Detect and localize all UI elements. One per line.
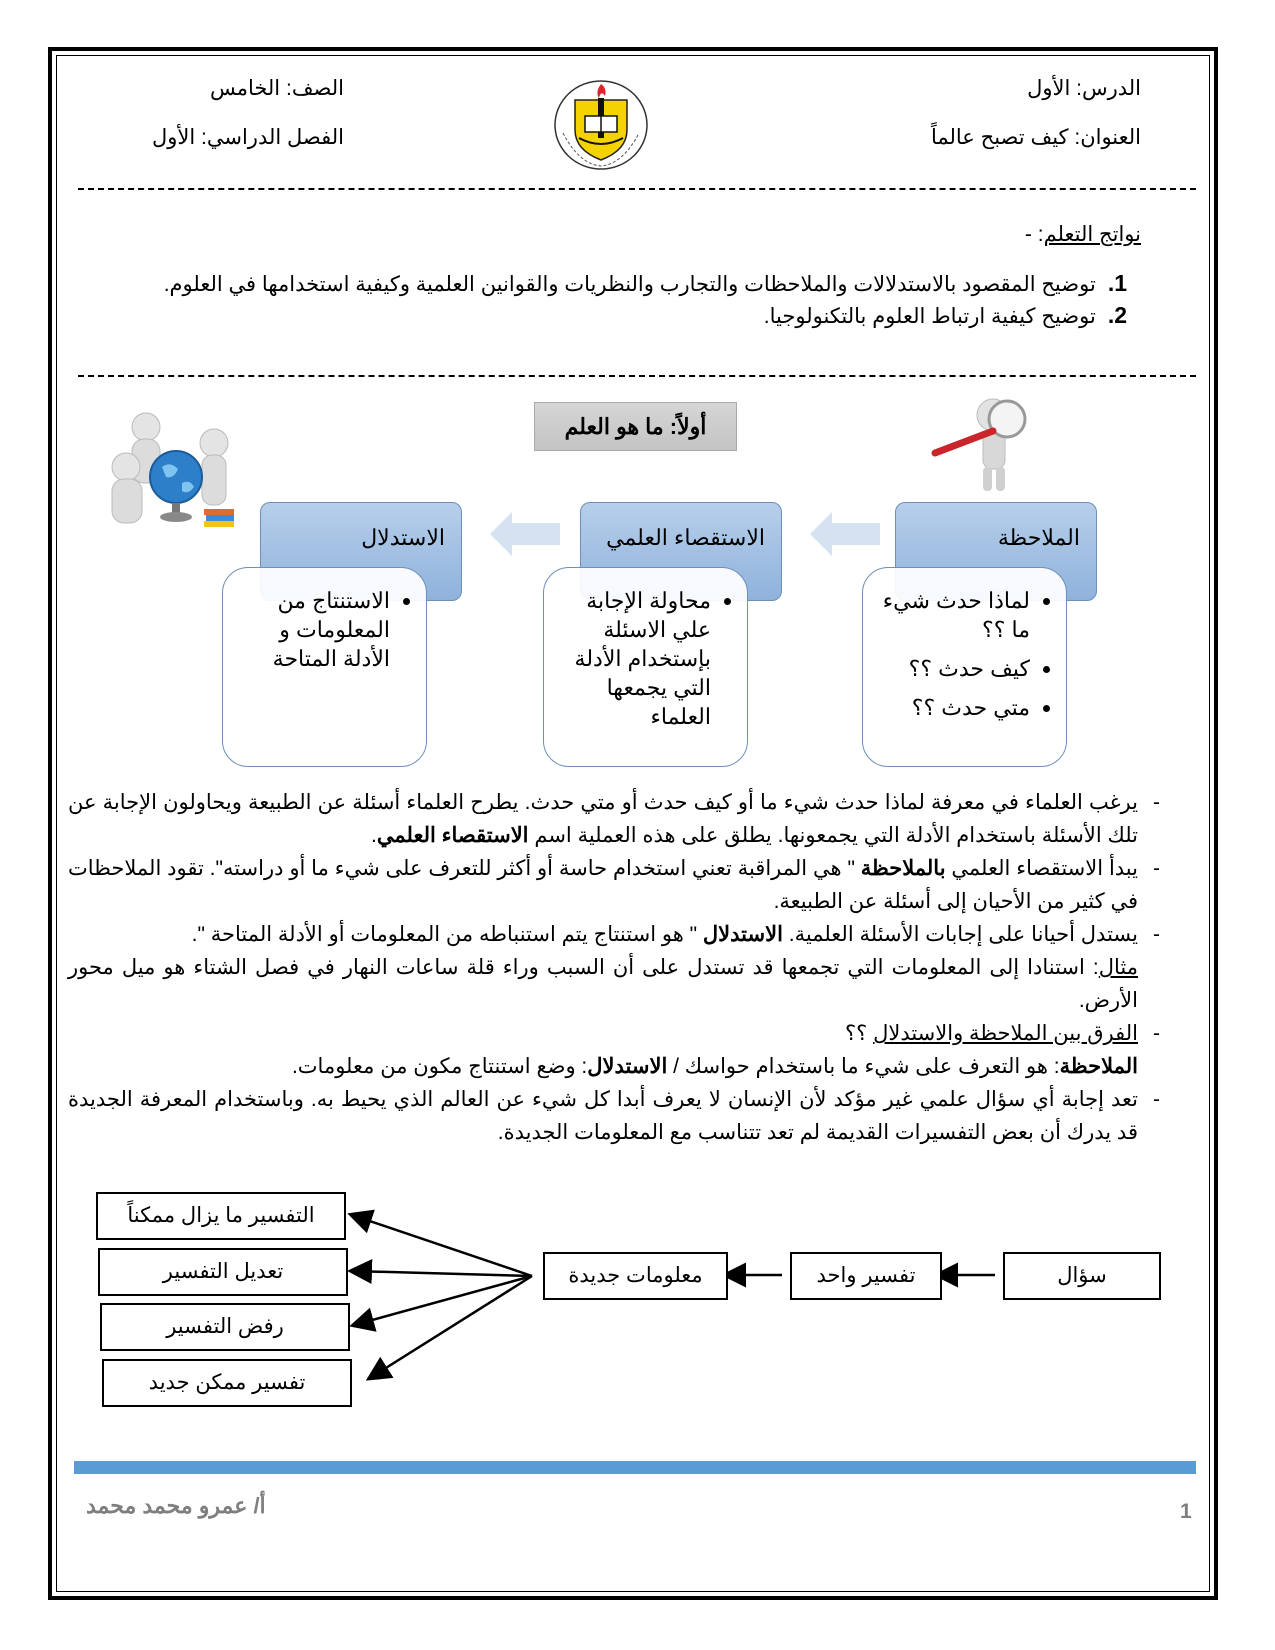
- lesson-label: الدرس: الأول: [1027, 77, 1141, 100]
- paragraph-text: ؟؟: [844, 1022, 874, 1045]
- paragraph-text: " هي المراقبة تعني استخدام حاسة أو أكثر للتعرف على شيء ما أو دراسته". تقود الملاحظات في كثير من الأحيان إلى أسئلة عن الطبيعة.: [68, 857, 1138, 913]
- arrow-to-still-possible: [352, 1215, 532, 1276]
- flow-box-new-info: معلومات جديدة: [543, 1252, 728, 1300]
- objective-number: 2.: [1107, 302, 1127, 328]
- process-step-title: الملاحظة: [997, 525, 1080, 550]
- flow-box-still-possible: التفسير ما يزال ممكناً: [96, 1192, 346, 1240]
- paragraph-text: : استنادا إلى المعلومات التي تجمعها قد تستدل على أن السبب وراء قلة ساعات النهار في فصل الشتاء هو ميل محور الأرض.: [68, 956, 1138, 1012]
- semester-label: الفصل الدراسي: الأول: [151, 126, 344, 149]
- arrow-to-modify: [352, 1271, 532, 1276]
- objective-text: توضيح المقصود بالاستدلالات والملاحظات والتجارب والنظريات والقوانين العلمية وكيفية استخدامها في العلوم.: [163, 273, 1096, 296]
- difference-question: الفرق بين الملاحظة والاستدلال: [873, 1022, 1138, 1045]
- arrow-to-reject: [354, 1276, 532, 1325]
- footer-author: أ/ عمرو محمد محمد: [86, 1493, 266, 1518]
- bold-term: الاستقصاء العلمي: [376, 824, 529, 847]
- bold-term: الاستدلال: [702, 923, 783, 946]
- process-step-title: الاستقصاء العلمي: [606, 525, 765, 550]
- flow-box-one-explanation: تفسير واحد: [790, 1252, 942, 1300]
- paragraph-text: يرغب العلماء في معرفة لماذا حدث شيء ما أو كيف حدث أو متي حدث. يطرح العلماء أسئلة عن الطبيعة ويحاولون الإجابة عن تلك الأسئلة باستخدام الأدلة التي يجمعونها. يطلق على هذه العملية اسم: [68, 791, 1138, 847]
- dash-bullet: -: [1153, 791, 1160, 814]
- bullet-item: • محاولة الإجابة علي الاسئلة بإستخدام الأدلة التي يجمعها العلماء: [558, 586, 711, 731]
- flow-box-reject: رفض التفسير: [100, 1303, 350, 1351]
- lesson-title: العنوان: كيف تصبح عالماً: [930, 126, 1141, 149]
- bold-term: بالملاحظة: [860, 857, 946, 880]
- dash-bullet: -: [1153, 923, 1160, 946]
- grade-label: الصف: الخامس: [209, 77, 344, 100]
- dash-bullet: -: [1153, 857, 1160, 880]
- bullet-item: • الاستنتاج من المعلومات و الأدلة المتاحة: [237, 586, 390, 673]
- section-title: أولاً: ما هو العلم: [534, 402, 737, 451]
- bold-term: الملاحظة: [1059, 1055, 1138, 1078]
- bullet-item: • متي حدث ؟؟: [877, 693, 1030, 722]
- dash-bullet: -: [1153, 1022, 1160, 1045]
- flow-box-modify: تعديل التفسير: [98, 1248, 348, 1296]
- paragraph-text: يبدأ الاستقصاء العلمي: [945, 857, 1138, 880]
- paragraph-text: : هو التعرف على شيء ما باستخدام حواسك /: [667, 1055, 1060, 1078]
- bullet-item: • لماذا حدث شيء ما ؟؟: [877, 586, 1030, 644]
- arrow-to-new-explanation: [370, 1276, 532, 1378]
- bullet-item: • كيف حدث ؟؟: [877, 654, 1030, 683]
- objectives-heading-suffix: : -: [1024, 223, 1044, 246]
- paragraph-text: تعد إجابة أي سؤال علمي غير مؤكد لأن الإنسان لا يعرف أبدا كل شيء عن العالم الذي يحيط به. وباستخدام المعرفة الجديدة قد يدرك أن بعض التفسيرات القديمة لم تعد تتناسب مع المعلومات الجديدة.: [68, 1088, 1138, 1144]
- example-label: مثال: [1098, 956, 1138, 979]
- paragraph-text: يستدل أحيانا على إجابات الأسئلة العلمية.: [782, 923, 1138, 946]
- objectives-heading-text: نواتج التعلم: [1043, 223, 1141, 246]
- process-step-title: الاستدلال: [361, 525, 445, 550]
- objective-text: توضيح كيفية ارتباط العلوم بالتكنولوجيا.: [763, 305, 1096, 328]
- objective-number: 1.: [1107, 270, 1127, 296]
- dash-bullet: -: [1153, 1088, 1160, 1111]
- paragraph-text: : وضع استنتاج مكون من معلومات.: [291, 1055, 588, 1078]
- bold-term: الاستدلال: [587, 1055, 668, 1078]
- flow-box-question: سؤال: [1003, 1252, 1161, 1300]
- footer-bar: [74, 1461, 1196, 1474]
- page-number: 1: [1180, 1500, 1192, 1523]
- paragraph-text: .: [371, 824, 377, 847]
- flow-box-new-explanation: تفسير ممكن جديد: [102, 1359, 352, 1407]
- paragraph-text: " هو استنتاج يتم استنباطه من المعلومات أو الأدلة المتاحة ".: [191, 923, 703, 946]
